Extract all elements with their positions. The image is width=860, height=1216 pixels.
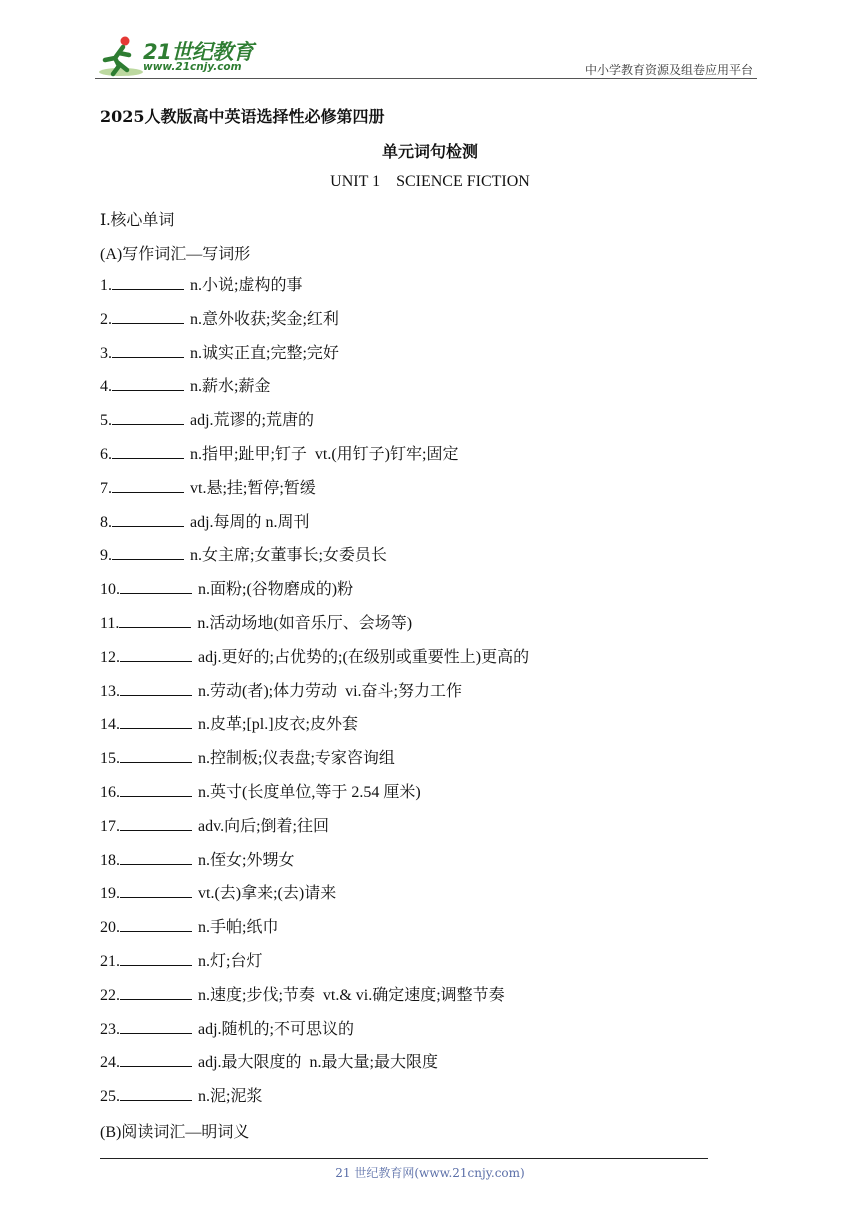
item-definition: adj.每周的 n.周刊 bbox=[190, 513, 310, 531]
item-definition: vt.悬;挂;暂停;暂缓 bbox=[190, 479, 316, 497]
item-number: 21. bbox=[100, 952, 120, 970]
answer-blank[interactable] bbox=[112, 274, 184, 290]
item-number: 3. bbox=[100, 344, 112, 362]
vocabulary-list bbox=[100, 274, 740, 1119]
answer-blank[interactable] bbox=[120, 713, 192, 729]
answer-blank[interactable] bbox=[112, 375, 184, 391]
header-divider bbox=[95, 78, 757, 79]
item-number: 11. bbox=[100, 614, 120, 632]
vocabulary-item bbox=[100, 409, 740, 443]
answer-blank[interactable] bbox=[120, 950, 192, 966]
answer-blank[interactable] bbox=[120, 578, 192, 594]
part-heading: Ⅰ.核心单词 bbox=[100, 212, 175, 229]
vocabulary-item bbox=[100, 375, 740, 409]
answer-blank[interactable] bbox=[112, 477, 184, 493]
sub-heading-a: (A)写作词汇—写词形 bbox=[100, 246, 251, 263]
item-number: 16. bbox=[100, 783, 120, 801]
vocabulary-item bbox=[100, 308, 740, 342]
vocabulary-item bbox=[100, 815, 740, 849]
vocabulary-item bbox=[100, 443, 740, 477]
vocabulary-item bbox=[100, 713, 740, 747]
item-definition: adj.最大限度的 n.最大量;最大限度 bbox=[198, 1054, 438, 1072]
answer-blank[interactable] bbox=[120, 1018, 192, 1034]
item-definition: n.英寸(长度单位,等于 2.54 厘米) bbox=[198, 783, 421, 801]
item-number: 24. bbox=[100, 1054, 120, 1072]
item-number: 9. bbox=[100, 547, 112, 565]
item-definition: n.泥;泥浆 bbox=[198, 1088, 263, 1106]
vocabulary-item bbox=[100, 1018, 740, 1052]
item-definition: n.指甲;趾甲;钉子 vt.(用钉子)钉牢;固定 bbox=[190, 445, 459, 463]
answer-blank[interactable] bbox=[119, 612, 191, 628]
item-number: 2. bbox=[100, 310, 112, 328]
answer-blank[interactable] bbox=[120, 1051, 192, 1067]
item-number: 15. bbox=[100, 750, 120, 768]
answer-blank[interactable] bbox=[112, 308, 184, 324]
answer-blank[interactable] bbox=[120, 781, 192, 797]
item-definition: n.皮革;[pl.]皮衣;皮外套 bbox=[198, 716, 358, 734]
logo-text: 21世纪教育 bbox=[143, 40, 254, 64]
answer-blank[interactable] bbox=[120, 849, 192, 865]
answer-blank[interactable] bbox=[112, 544, 184, 560]
document-title: 2025人教版高中英语选择性必修第四册 bbox=[100, 107, 385, 126]
answer-blank[interactable] bbox=[112, 409, 184, 425]
item-number: 4. bbox=[100, 378, 112, 396]
item-definition: n.速度;步伐;节奏 vt.& vi.确定速度;调整节奏 bbox=[198, 986, 505, 1004]
vocabulary-item bbox=[100, 511, 740, 545]
vocabulary-item bbox=[100, 849, 740, 883]
logo-url: www.21cnjy.com bbox=[143, 61, 242, 73]
item-number: 23. bbox=[100, 1020, 120, 1038]
vocabulary-item bbox=[100, 882, 740, 916]
item-number: 25. bbox=[100, 1088, 120, 1106]
answer-blank[interactable] bbox=[120, 916, 192, 932]
item-definition: n.控制板;仪表盘;专家咨询组 bbox=[198, 750, 395, 768]
item-number: 1. bbox=[100, 277, 112, 294]
unit-title: UNIT 1 SCIENCE FICTION bbox=[330, 173, 530, 190]
answer-blank[interactable] bbox=[120, 815, 192, 831]
item-definition: n.手帕;纸巾 bbox=[198, 919, 279, 937]
item-number: 18. bbox=[100, 851, 120, 869]
item-definition: n.意外收获;奖金;红利 bbox=[190, 310, 339, 328]
vocabulary-item bbox=[100, 646, 740, 680]
item-number: 22. bbox=[100, 986, 120, 1004]
footer-divider bbox=[100, 1158, 708, 1159]
item-definition: n.诚实正直;完整;完好 bbox=[190, 344, 339, 362]
item-definition: n.灯;台灯 bbox=[198, 952, 263, 970]
item-definition: n.薪水;薪金 bbox=[190, 378, 271, 396]
vocabulary-item bbox=[100, 747, 740, 781]
item-definition: n.小说;虚构的事 bbox=[190, 277, 303, 294]
item-definition: adj.荒谬的;荒唐的 bbox=[190, 412, 314, 430]
vocabulary-item bbox=[100, 950, 740, 984]
item-number: 17. bbox=[100, 817, 120, 835]
sub-heading-b: (B)阅读词汇—明词义 bbox=[100, 1124, 250, 1141]
item-number: 20. bbox=[100, 919, 120, 937]
page-header bbox=[95, 34, 757, 78]
item-number: 10. bbox=[100, 581, 120, 599]
item-definition: n.女主席;女董事长;女委员长 bbox=[190, 547, 387, 565]
item-number: 14. bbox=[100, 716, 120, 734]
answer-blank[interactable] bbox=[120, 680, 192, 696]
vocabulary-item bbox=[100, 612, 740, 646]
vocabulary-item bbox=[100, 1085, 740, 1119]
answer-blank[interactable] bbox=[112, 443, 184, 459]
vocabulary-item bbox=[100, 1051, 740, 1085]
item-number: 5. bbox=[100, 412, 112, 430]
item-number: 7. bbox=[100, 479, 112, 497]
item-definition: n.侄女;外甥女 bbox=[198, 851, 295, 869]
vocabulary-item bbox=[100, 274, 740, 308]
answer-blank[interactable] bbox=[120, 747, 192, 763]
item-number: 8. bbox=[100, 513, 112, 531]
answer-blank[interactable] bbox=[120, 882, 192, 898]
item-definition: n.活动场地(如音乐厅、会场等) bbox=[197, 614, 413, 632]
answer-blank[interactable] bbox=[120, 646, 192, 662]
item-number: 6. bbox=[100, 445, 112, 463]
item-number: 12. bbox=[100, 648, 120, 666]
item-definition: adj.更好的;占优势的;(在级别或重要性上)更高的 bbox=[198, 648, 530, 666]
vocabulary-item bbox=[100, 680, 740, 714]
item-definition: adj.随机的;不可思议的 bbox=[198, 1020, 354, 1038]
item-number: 19. bbox=[100, 885, 120, 903]
footer-text[interactable]: 21 世纪教育网(www.21cnjy.com) bbox=[335, 1166, 525, 1180]
vocabulary-item bbox=[100, 342, 740, 376]
answer-blank[interactable] bbox=[120, 984, 192, 1000]
vocabulary-item bbox=[100, 916, 740, 950]
item-definition: adv.向后;倒着;往回 bbox=[198, 817, 329, 835]
answer-blank[interactable] bbox=[120, 1085, 192, 1101]
vocabulary-item bbox=[100, 781, 740, 815]
platform-label: 中小学教育资源及组卷应用平台 bbox=[584, 63, 753, 77]
answer-blank[interactable] bbox=[112, 342, 184, 358]
section-title: 单元词句检测 bbox=[381, 142, 478, 161]
answer-blank[interactable] bbox=[112, 511, 184, 527]
vocabulary-item bbox=[100, 477, 740, 511]
item-definition: n.面粉;(谷物磨成的)粉 bbox=[198, 581, 354, 599]
runner-logo-icon bbox=[95, 34, 143, 78]
item-number: 13. bbox=[100, 682, 120, 700]
vocabulary-item bbox=[100, 984, 740, 1018]
site-logo[interactable] bbox=[95, 34, 265, 78]
item-definition: vt.(去)拿来;(去)请来 bbox=[198, 885, 337, 903]
item-definition: n.劳动(者);体力劳动 vi.奋斗;努力工作 bbox=[198, 682, 462, 700]
vocabulary-item bbox=[100, 578, 740, 612]
vocabulary-item bbox=[100, 544, 740, 578]
